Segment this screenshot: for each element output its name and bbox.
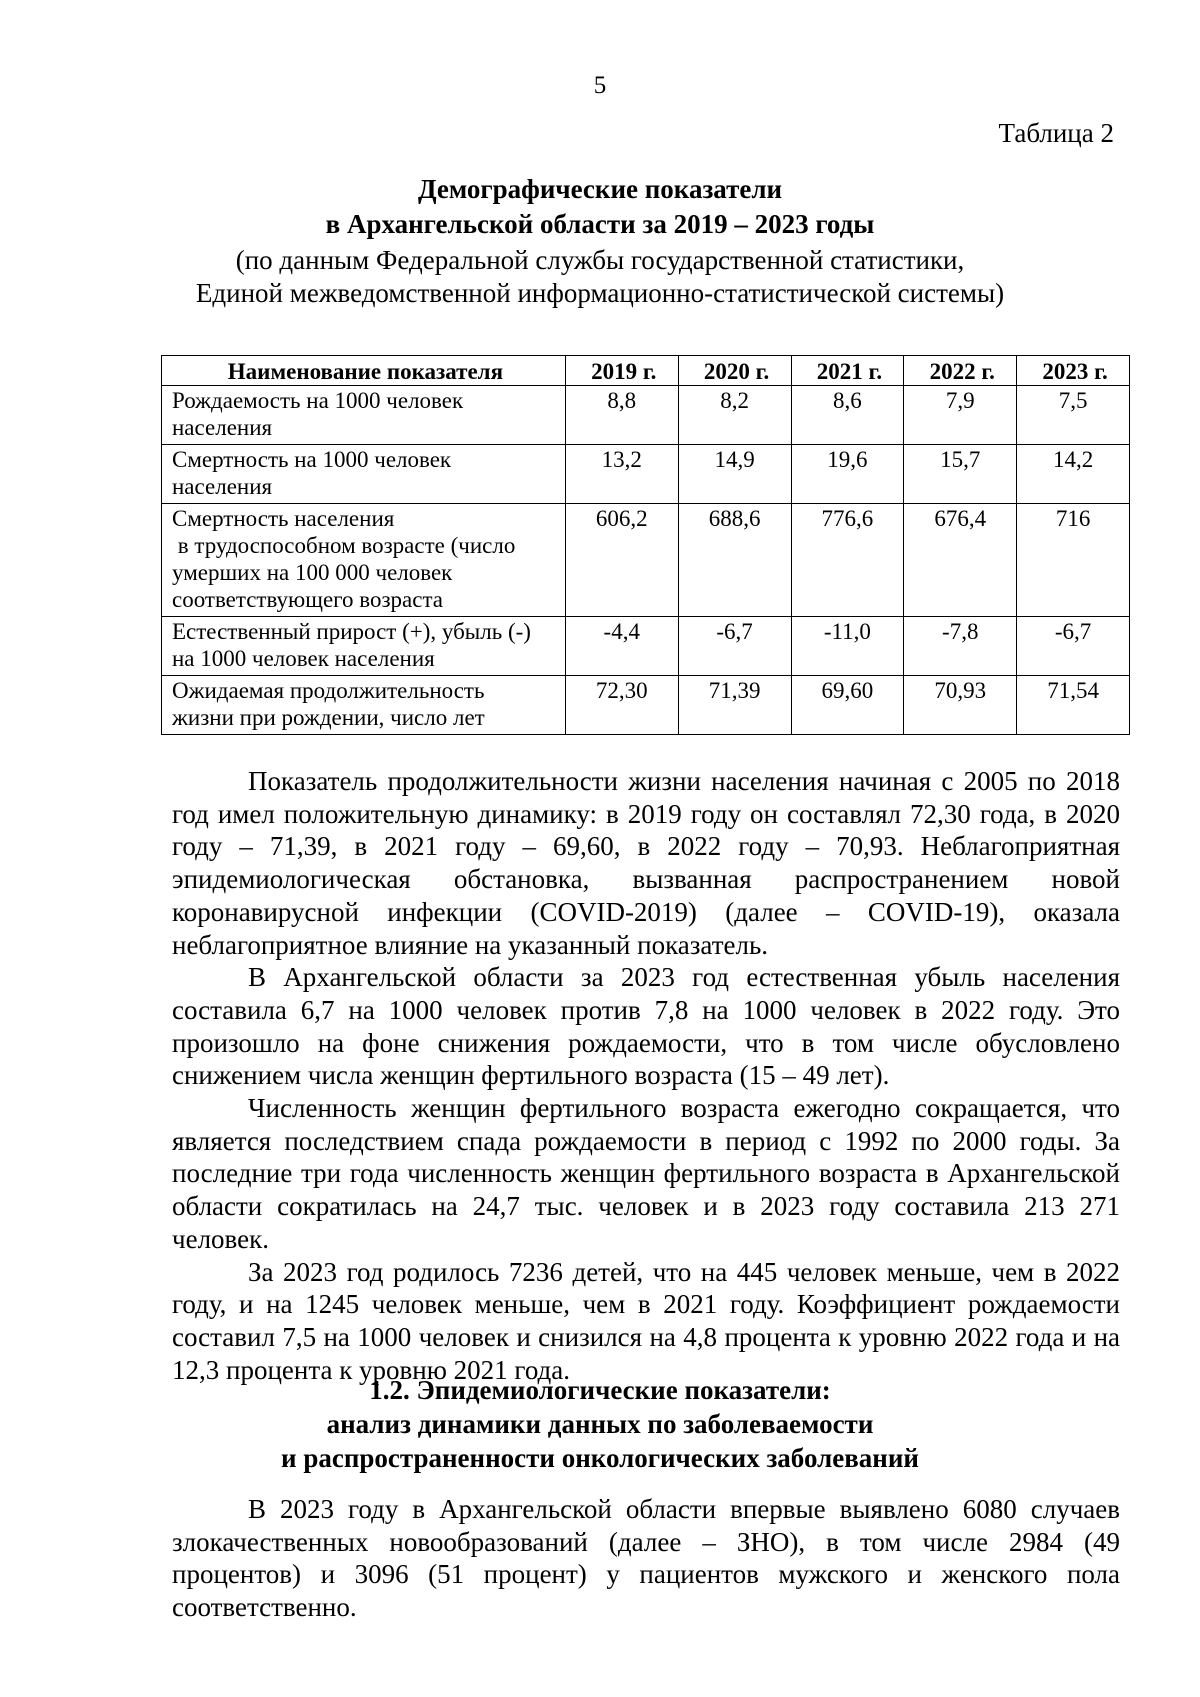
table-cell: 71,39 xyxy=(678,676,791,735)
table-cell: 70,93 xyxy=(904,676,1017,735)
header-year-2020: 2020 г. xyxy=(678,356,791,386)
table-cell: 776,6 xyxy=(791,504,904,617)
table-cell: -7,8 xyxy=(904,617,1017,676)
section-heading xyxy=(0,1373,1200,1475)
paragraph-cancer-cases: В 2023 году в Архангельской области впервые выявлено 6080 случаев злокачественных новообразований (далее – ЗНО), в том числе 2984 (49 процентов) и 3096 (51 процент) у пациентов мужского и женского пола соответственно. xyxy=(172,1494,1120,1623)
section-body-text xyxy=(172,1493,1120,1624)
table-cell: 688,6 xyxy=(678,504,791,617)
header-year-2021: 2021 г. xyxy=(791,356,904,386)
table-header-row xyxy=(162,356,1130,386)
table-cell: 13,2 xyxy=(565,445,678,504)
table-cell: 8,6 xyxy=(791,386,904,445)
header-year-2023: 2023 г. xyxy=(1017,356,1130,386)
table-subtitle-line-2: Единой межведомственной информационно-статистической системы) xyxy=(195,278,1005,308)
table-row-life-expectancy xyxy=(162,676,1130,735)
table-row-natural-increase xyxy=(162,617,1130,676)
body-text xyxy=(172,765,1120,1386)
table-cell: 7,5 xyxy=(1017,386,1130,445)
table-cell: -4,4 xyxy=(565,617,678,676)
table-cell: 15,7 xyxy=(904,445,1017,504)
header-year-2019: 2019 г. xyxy=(565,356,678,386)
table-cell: -11,0 xyxy=(791,617,904,676)
table-cell: 8,8 xyxy=(565,386,678,445)
paragraph-births: За 2023 год родилось 7236 детей, что на 445 человек меньше, чем в 2022 году, и на 1245 человек меньше, чем в 2021 году. Коэффициент рождаемости составил 7,5 на 1000 человек и снизился на 4,8 процента к уровню 2022 года и на 12,3 процента к уровню 2021 года. xyxy=(172,1256,1120,1385)
header-year-2022: 2022 г. xyxy=(904,356,1017,386)
demographic-table xyxy=(161,355,1130,735)
table-cell: 716 xyxy=(1017,504,1130,617)
table-title xyxy=(0,172,1200,242)
table-caption: Таблица 2 xyxy=(998,118,1114,148)
indicator-name: Естественный прирост (+), убыль (-) на 1000 человек населения xyxy=(162,617,566,676)
paragraph-fertile-women: Численность женщин фертильного возраста ежегодно сокращается, что является последствием спада рождаемости в период с 1992 по 2000 годы. За последние три года численность женщин фертильного возраста в Архангельской области сократилась на 24,7 тыс. человек и в 2023 году составила 213 271 человек. xyxy=(172,1093,1120,1254)
paragraph-life-expectancy: Показатель продолжительности жизни населения начиная с 2005 по 2018 год имел положительную динамику: в 2019 году он составлял 72,30 года, в 2020 году – 71,39, в 2021 году – 69,60, в 2022 году – 70,93. Неблагоприятная эпидемиологическая обстановка, вызванная распространением новой коронавирусной инфекции (COVID-2019) (далее – COVID-19), оказала неблагоприятное влияние на указанный показатель. xyxy=(172,766,1120,960)
header-indicator-name: Наименование показателя xyxy=(162,356,566,386)
table-title-line-1: Демографические показатели xyxy=(417,174,783,204)
table-cell: 14,2 xyxy=(1017,445,1130,504)
table-cell: 676,4 xyxy=(904,504,1017,617)
section-heading-line-1: 1.2. Эпидемиологические показатели: xyxy=(369,1375,831,1405)
indicator-name: Смертность населения в трудоспособном возрасте (число умерших на 100 000 человек соответствующего возраста xyxy=(162,504,566,617)
section-heading-line-2: анализ динамики данных по заболеваемости xyxy=(326,1409,874,1439)
table-cell: 14,9 xyxy=(678,445,791,504)
table-title-line-2: в Архангельской области за 2019 – 2023 годы xyxy=(325,209,875,239)
table-cell: 72,30 xyxy=(565,676,678,735)
table-cell: 71,54 xyxy=(1017,676,1130,735)
indicator-name: Ожидаемая продолжительность жизни при рождении, число лет xyxy=(162,676,566,735)
table-row-birth-rate xyxy=(162,386,1130,445)
indicator-name: Рождаемость на 1000 человек населения xyxy=(162,386,566,445)
table-row-mortality-rate xyxy=(162,445,1130,504)
paragraph-natural-decline: В Архангельской области за 2023 год естественная убыль населения составила 6,7 на 1000 человек против 7,8 на 1000 человек в 2022 году. Это произошло на фоне снижения рождаемости, что в том числе обусловлено снижением числа женщин фертильного возраста (15 – 49 лет). xyxy=(172,962,1120,1091)
table-cell: -6,7 xyxy=(1017,617,1130,676)
table-subtitle-line-1: (по данным Федеральной службы государственной статистики, xyxy=(235,245,965,275)
page-number: 5 xyxy=(593,72,607,99)
table-cell: -6,7 xyxy=(678,617,791,676)
table-cell: 69,60 xyxy=(791,676,904,735)
table-subtitle xyxy=(0,244,1200,310)
indicator-name: Смертность на 1000 человек населения xyxy=(162,445,566,504)
table-cell: 7,9 xyxy=(904,386,1017,445)
section-heading-line-3: и распространенности онкологических заболеваний xyxy=(281,1443,919,1473)
table-cell: 8,2 xyxy=(678,386,791,445)
table-row-working-age-mortality xyxy=(162,504,1130,617)
table-cell: 19,6 xyxy=(791,445,904,504)
table-cell: 606,2 xyxy=(565,504,678,617)
